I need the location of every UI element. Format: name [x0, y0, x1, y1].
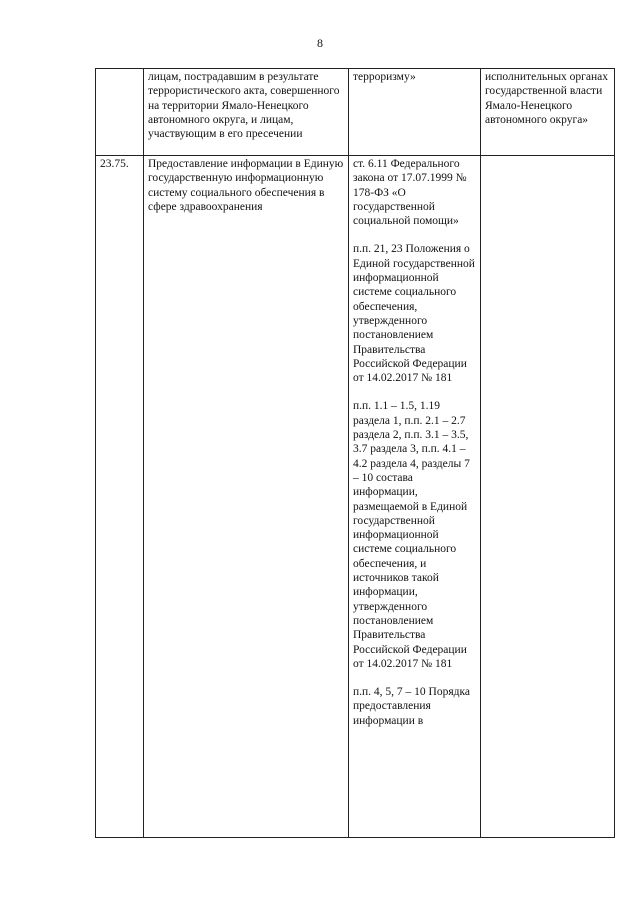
row-number-cell — [96, 69, 144, 156]
legal-basis-item: ст. 6.11 Федерального закона от 17.07.1999 № 178-ФЗ «О государственной социальной помощи» — [353, 158, 467, 228]
service-name-cell: лицам, пострадавшим в результате террористического акта, совершенного на территории Ямало-Ненецкого автономного округа, и лицам, участвующим в его пресечении — [144, 69, 349, 156]
legal-basis-item: п.п. 21, 23 Положения о Единой государственной информационной системе социального обеспечения, утвержденного постановлением Правительства Российской Федерации от 14.02.2017 № 181 — [353, 243, 475, 385]
legal-basis-item: п.п. 4, 5, 7 – 10 Порядка предоставления информации в — [353, 686, 471, 727]
legal-basis-item: п.п. 1.1 – 1.5, 1.19 раздела 1, п.п. 2.1 – 2.7 раздела 2, п.п. 3.1 – 3.5, 3.7 раздела 3, п.п. 4.1 – 4.2 раздела 4, разделы 7 – 10 состава информации, размещаемой в Единой государственной информационной системе социального обеспечения, и источников такой информации, утвержденного постановлением Правительства Российской Федерации от 14.02.2017 № 181 — [353, 400, 470, 670]
responsible-body-cell — [481, 156, 615, 838]
document-table — [95, 68, 615, 838]
legal-basis-cell — [349, 69, 481, 156]
legal-basis-cell — [349, 156, 481, 838]
table-row — [96, 156, 615, 838]
page-number: 8 — [317, 36, 323, 50]
service-name-cell: Предоставление информации в Единую государственную информационную систему социального обеспечения в сфере здравоохранения — [144, 156, 349, 838]
row-number-cell: 23.75. — [96, 156, 144, 838]
legal-basis-item: терроризму» — [353, 71, 416, 83]
responsible-body-cell: исполнительных органах государственной власти Ямало-Ненецкого автономного округа» — [481, 69, 615, 156]
table-row — [96, 69, 615, 156]
